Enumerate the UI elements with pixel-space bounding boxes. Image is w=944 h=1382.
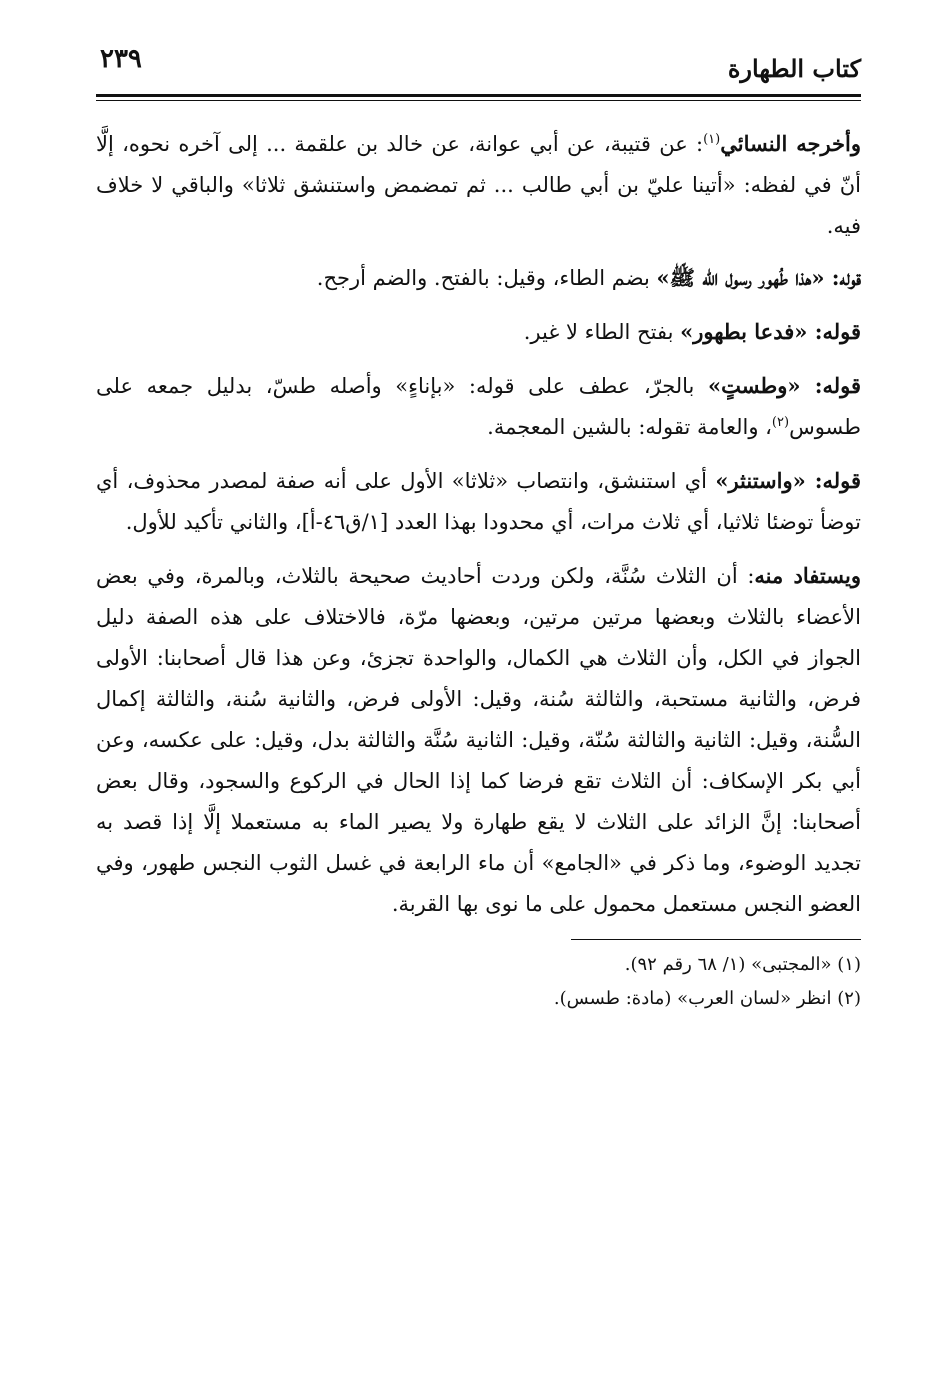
paragraph-lead: قوله: «واستنثر»	[715, 468, 861, 493]
paragraph-text: أي استنشق، وانتصاب «ثلاثا» الأول على أنه صفة لمصدر محذوف، أي توضأ توضئا ثلاثيا، أي ثلاث مرات، أي محدودا بهذا العدد [١/ق٤٦-أ]، والثاني تأكيد للأول.	[96, 469, 861, 534]
header-rule-thick	[96, 94, 861, 97]
footnote-ref: (٢)	[771, 415, 790, 430]
paragraph-text: : عن قتيبة، عن أبي عوانة، عن خالد بن علقمة ... إلى آخره نحوه، إلَّا أنّ في لفظه: «أتينا عليّ بن أبي طالب ... ثم تمضمض واستنشق ثلاثا» والباقي لا خلاف فيه.	[96, 132, 861, 238]
paragraph-lead: وأخرجه النسائي	[720, 131, 861, 156]
footnotes	[96, 948, 861, 1016]
page-number: ٢٣٩	[100, 44, 142, 74]
paragraph-text: بفتح الطاء لا غير.	[523, 320, 681, 344]
footnote: (١) «المجتبى» (١/ ٦٨ رقم ٩٢).	[624, 954, 861, 975]
paragraph-lead: قوله: «وطستٍ»	[708, 373, 861, 398]
paragraph	[96, 311, 861, 353]
chapter-title: كتاب الطهارة	[727, 54, 861, 83]
footnote-ref: (١)	[703, 132, 721, 147]
body-text	[96, 123, 861, 925]
paragraph-text: بالجرّ، عطف على قوله: «بإناءٍ» وأصله طسّ، بدليل جمعه على طسوس	[96, 374, 861, 439]
paragraph	[96, 365, 861, 448]
paragraph	[96, 257, 861, 299]
paragraph-text-continued: ، والعامة تقوله: بالشين المعجمة.	[487, 415, 772, 439]
paragraph	[96, 123, 861, 247]
paragraph	[96, 460, 861, 543]
paragraph	[96, 555, 861, 925]
page	[96, 40, 861, 1360]
page-header	[96, 40, 861, 90]
footnote-separator	[571, 939, 861, 940]
paragraph-lead: ويستفاد منه	[754, 563, 861, 588]
paragraph-text: : أن الثلاث سُنَّة، ولكن وردت أحاديث صحيحة بالثلاث، وبالمرة، وفي بعض الأعضاء بالثلاث وبعضها مرتين مرتين، وبعضها مرّة، فالاختلاف على هذه الصفة دليل الجواز في الكل، وأن الثلاث هي الكمال، والواحدة تجزئ، وعن هذا قال أصحابنا: الأولى فرض، والثانية مستحبة، والثالثة سُنة، وقيل: الأولى فرض، والثانية سُنة، والثالثة إكمال السُّنة، وقيل: الثانية والثالثة سُنّة، وقيل: الثانية سُنَّة والثالثة بدل، وقيل: على عكسه، وعن أبي بكر الإسكاف: أن الثلاث تقع فرضا كما إذا الحال في الركوع والسجود، وقال بعض أصحابنا: إنَّ الزائد على الثلاث لا يقع طهارة ولا يصير الماء به مستعملا إلَّا إذا قصد به تجديد الوضوء، وما ذكر في «الجامع» أن ماء الرابعة في غسل الثوب النجس طهور، وفي العضو النجس مستعمل محمول على ما نوى بها القربة.	[96, 564, 861, 916]
paragraph-text: بضم الطاء، وقيل: بالفتح. والضم أرجح.	[316, 266, 657, 290]
paragraph-lead: قوله: «فدعا بطهور»	[680, 319, 861, 344]
header-rule-thin	[96, 100, 861, 101]
paragraph-lead: قوله: «هذا طُهور رسول الله ﷺ»	[656, 265, 861, 290]
footnote: (٢) انظر «لسان العرب» (مادة: طسس).	[553, 988, 861, 1009]
